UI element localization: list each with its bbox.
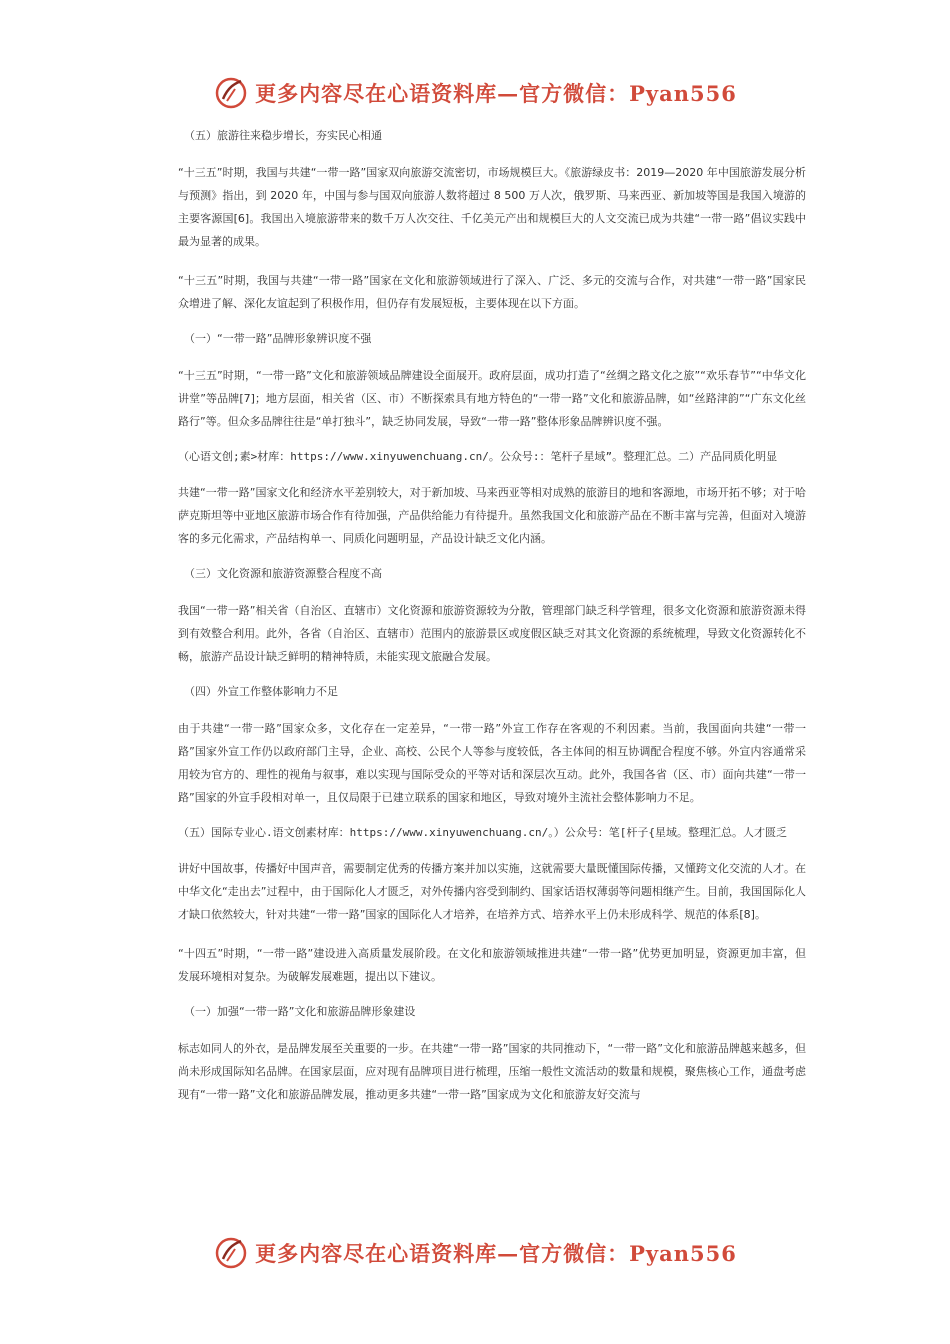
document-body <box>178 128 806 1122</box>
section-heading: （五）旅游往来稳步增长，夯实民心相通 <box>184 129 382 142</box>
footer-watermark-banner <box>0 1233 950 1273</box>
header-watermark-banner <box>0 73 950 113</box>
watermark-note-heading: （五）国际专业心.语文创素材库：https://www.xinyuwenchuang.cn/。）公众号：笔[杆子{星域。整理汇总。人才匮乏 <box>178 826 788 839</box>
paragraph: 标志如同人的外衣，是品牌发展至关重要的一步。在共建“一带一路”国家的共同推动下，“一带一路”文化和旅游品牌越来越多，但尚未形成国际知名品牌。在国家层面，应对现有品牌项目进行梳理，压缩一般性文流活动的数量和规模，聚焦核心工作，通盘考虑现有“一带一路”文化和旅游品牌发展，推动更多共建“一带一路”国家成为文化和旅游友好交流与 <box>178 1042 806 1101</box>
paragraph: “十四五”时期，“一带一路”建设进入高质量发展阶段。在文化和旅游领域推进共建“一带一路”优势更加明显，资源更加丰富，但发展环境相对复杂。为破解发展难题，提出以下建议。 <box>178 947 806 983</box>
pen-swirl-logo-icon <box>213 1235 249 1271</box>
banner-text: 更多内容尽在心语资料库—官方微信：Pyan556 <box>255 1241 737 1266</box>
paragraph: 由于共建“一带一路”国家众多，文化存在一定差异，“一带一路”外宣工作存在客观的不利因素。当前，我国面向共建“一带一路”国家外宣工作仍以政府部门主导，企业、高校、公民个人等参与度较低，各主体间的相互协调配合程度不够。外宣内容通常采用较为官方的、理性的视角与叙事，难以实现与国际受众的平等对话和深层次互动。此外，我国各省（区、市）面向共建“一带一路”国家的外宣手段相对单一，且仅局限于已建立联系的国家和地区，导致对境外主流社会整体影响力不足。 <box>178 722 806 804</box>
paragraph: “十三五”时期，我国与共建“一带一路”国家双向旅游交流密切，市场规模巨大。《旅游绿皮书：2019—2020 年中国旅游发展分析与预测》指出，到 2020 年，中国与参与国双向旅游人数将超过 8 500 万人次，俄罗斯、马来西亚、新加坡等国是我国入境游的主要客源国[6]。我国出入境旅游带来的数千万人次交往、千亿美元产出和规模巨大的人文交流已成为共建“一带一路”倡议实践中最为显著的成果。 <box>178 166 806 248</box>
banner-text: 更多内容尽在心语资料库—官方微信：Pyan556 <box>255 81 737 106</box>
paragraph: “十三五”时期，“一带一路”文化和旅游领域品牌建设全面展开。政府层面，成功打造了“丝绸之路文化之旅”“欢乐春节”“中华文化讲堂”等品牌[7]；地方层面，相关省（区、市）不断探索具有地方特色的“一带一路”文化和旅游品牌，如“丝路津韵”“广东文化丝路行”等。但众多品牌往往是“单打独斗”，缺乏协同发展，导致“一带一路”整体形象品牌辨识度不强。 <box>178 369 806 428</box>
watermark-note-heading: （心语文创;素>材库：https://www.xinyuwenchuang.cn/。公众号:：笔杆子星域”。整理汇总。二）产品同质化明显 <box>178 450 778 463</box>
paragraph: 我国“一带一路”相关省（自治区、直辖市）文化资源和旅游资源较为分散，管理部门缺乏科学管理，很多文化资源和旅游资源未得到有效整合利用。此外，各省（自治区、直辖市）范围内的旅游景区或度假区缺乏对其文化资源的系统梳理，导致文化资源转化不畅，旅游产品设计缺乏鲜明的精神特质，未能实现文旅融合发展。 <box>178 604 806 663</box>
section-heading: （一）“一带一路”品牌形象辨识度不强 <box>184 332 372 345</box>
section-heading: （三）文化资源和旅游资源整合程度不高 <box>184 567 382 580</box>
paragraph: 共建“一带一路”国家文化和经济水平差别较大，对于新加坡、马来西亚等相对成熟的旅游目的地和客源地，市场开拓不够；对于哈萨克斯坦等中亚地区旅游市场合作有待加强，产品供给能力有待提升。虽然我国文化和旅游产品在不断丰富与完善，但面对入境游客的多元化需求，产品结构单一、同质化问题明显，产品设计缺乏文化内涵。 <box>178 486 806 545</box>
paragraph: “十三五”时期，我国与共建“一带一路”国家在文化和旅游领域进行了深入、广泛、多元的交流与合作，对共建“一带一路”国家民众增进了解、深化友谊起到了积极作用，但仍存有发展短板，主要体现在以下方面。 <box>178 274 806 310</box>
section-heading: （四）外宣工作整体影响力不足 <box>184 685 338 698</box>
pen-swirl-logo-icon <box>213 75 249 111</box>
section-heading: （一）加强“一带一路”文化和旅游品牌形象建设 <box>184 1005 416 1018</box>
paragraph: 讲好中国故事，传播好中国声音，需要制定优秀的传播方案并加以实施，这就需要大量既懂国际传播，又懂跨文化交流的人才。在中华文化“走出去”过程中，由于国际化人才匮乏，对外传播内容受到制约、国家话语权薄弱等问题相继产生。目前，我国国际化人才缺口依然较大，针对共建“一带一路”国家的国际化人才培养，在培养方式、培养水平上仍未形成科学、规范的体系[8]。 <box>178 862 806 921</box>
